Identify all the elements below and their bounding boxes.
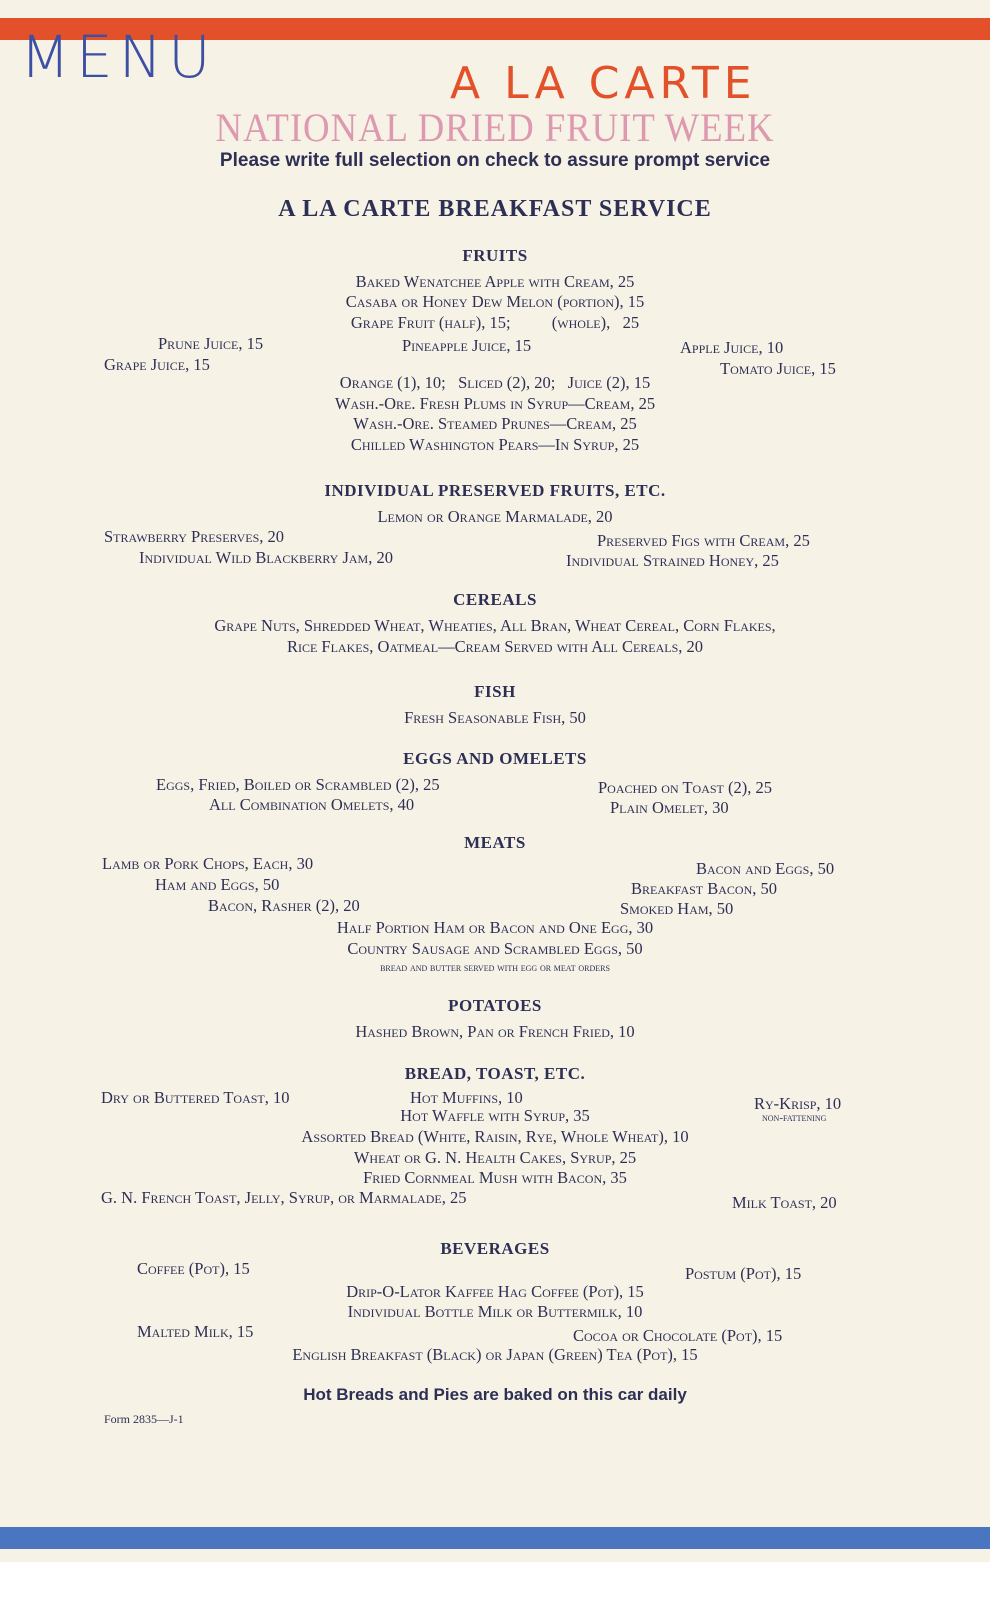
menu-item: Hot Muffins, 10 — [410, 1088, 523, 1107]
section-heading-meats: MEATS — [464, 833, 526, 852]
menu-item: Hot Waffle with Syrup, 35 — [400, 1106, 590, 1125]
menu-item: Strawberry Preserves, 20 — [104, 527, 284, 546]
section-heading-beverages: BEVERAGES — [440, 1239, 550, 1258]
menu-item: Baked Wenatchee Apple with Cream, 25 — [355, 272, 635, 291]
menu-item: Grape Nuts, Shredded Wheat, Wheaties, All Bran, Wheat Cereal, Corn Flakes, — [214, 616, 776, 635]
menu-item: Lemon or Orange Marmalade, 20 — [377, 507, 613, 526]
menu-item: Country Sausage and Scrambled Eggs, 50 — [347, 939, 643, 958]
section-heading-eggs: EGGS AND OMELETS — [403, 749, 587, 768]
menu-item: Bacon, Rasher (2), 20 — [208, 896, 360, 915]
menu-item: Plain Omelet, 30 — [610, 798, 729, 817]
menu-item: Ry-Krisp, 10 — [754, 1094, 842, 1113]
a-la-carte-title: A LA CARTE — [450, 58, 757, 109]
menu-item: Breakfast Bacon, 50 — [631, 879, 778, 898]
menu-item: Smoked Ham, 50 — [620, 899, 734, 918]
instruction-line: Please write full selection on check to assure prompt service — [219, 150, 771, 171]
menu-item: English Breakfast (Black) or Japan (Green) Tea (Pot), 15 — [292, 1345, 698, 1364]
menu-item: Dry or Buttered Toast, 10 — [101, 1088, 290, 1107]
menu-item: Bacon and Eggs, 50 — [696, 859, 835, 878]
menu-item: Grape Juice, 15 — [104, 355, 210, 374]
menu-item: Eggs, Fried, Boiled or Scrambled (2), 25 — [156, 775, 440, 794]
menu-item: Individual Strained Honey, 25 — [566, 551, 779, 570]
menu-item: Wash.-Ore. Fresh Plums in Syrup—Cream, 25 — [334, 394, 656, 413]
menu-item: Chilled Washington Pears—In Syrup, 25 — [350, 435, 640, 454]
menu-item: Orange (1), 10; Sliced (2), 20; Juice (2), 15 — [339, 373, 651, 392]
menu-item: Ham and Eggs, 50 — [155, 875, 280, 894]
menu-item: Hashed Brown, Pan or French Fried, 10 — [355, 1022, 635, 1041]
section-heading-potatoes: POTATOES — [448, 996, 542, 1015]
menu-item: Fried Cornmeal Mush with Bacon, 35 — [363, 1168, 627, 1187]
menu-item: Fresh Seasonable Fish, 50 — [404, 708, 586, 727]
menu-item: Individual Wild Blackberry Jam, 20 — [139, 548, 393, 567]
menu-item: Poached on Toast (2), 25 — [598, 778, 772, 797]
menu-item: Wheat or G. N. Health Cakes, Syrup, 25 — [353, 1148, 637, 1167]
bottom-blue-band — [0, 1527, 990, 1549]
service-title: A LA CARTE BREAKFAST SERVICE — [278, 196, 712, 222]
menu-item: Pineapple Juice, 15 — [402, 336, 532, 355]
menu-item: Tomato Juice, 15 — [720, 359, 836, 378]
section-heading-preserved: INDIVIDUAL PRESERVED FRUITS, ETC. — [324, 481, 666, 500]
menu-item: Lamb or Pork Chops, Each, 30 — [102, 854, 314, 873]
menu-item: Assorted Bread (White, Raisin, Rye, Whole Wheat), 10 — [301, 1127, 689, 1146]
form-number: Form 2835—J-1 — [104, 1412, 184, 1426]
menu-item: Casaba or Honey Dew Melon (portion), 15 — [345, 292, 645, 311]
menu-item: Grape Fruit (half), 15; (whole), 25 — [350, 313, 640, 332]
section-heading-fish: FISH — [474, 682, 516, 701]
meats-note: bread and butter served with egg or meat orders — [380, 962, 610, 974]
menu-title: MENU — [20, 23, 217, 91]
menu-item: G. N. French Toast, Jelly, Syrup, or Marmalade, 25 — [101, 1188, 467, 1207]
menu-item: Drip-O-Lator Kaffee Hag Coffee (Pot), 15 — [346, 1282, 644, 1301]
menu-item: Preserved Figs with Cream, 25 — [597, 531, 810, 550]
menu-item: Malted Milk, 15 — [137, 1322, 254, 1341]
baked-daily-line: Hot Breads and Pies are baked on this car daily — [303, 1385, 687, 1404]
menu-item: Coffee (Pot), 15 — [137, 1259, 250, 1278]
menu-item: Wash.-Ore. Steamed Prunes—Cream, 25 — [353, 414, 637, 433]
menu-item: All Combination Omelets, 40 — [209, 795, 415, 814]
menu-item: Postum (Pot), 15 — [685, 1264, 802, 1283]
menu-item: Prune Juice, 15 — [158, 334, 264, 353]
ry-krisp-note: non-fattening — [762, 1112, 827, 1124]
menu-item: Apple Juice, 10 — [680, 338, 784, 357]
section-heading-bread: BREAD, TOAST, ETC. — [404, 1064, 586, 1083]
stamp-national-dried-fruit-week: NATIONAL DRIED FRUIT WEEK — [215, 105, 775, 150]
menu-item: Rice Flakes, Oatmeal—Cream Served with All Cereals, 20 — [286, 637, 704, 656]
menu-item: Milk Toast, 20 — [732, 1193, 837, 1212]
menu-item: Half Portion Ham or Bacon and One Egg, 30 — [336, 918, 654, 937]
menu-item: Cocoa or Chocolate (Pot), 15 — [573, 1326, 783, 1345]
section-heading-fruits: FRUITS — [462, 246, 528, 265]
section-heading-cereals: CEREALS — [453, 590, 537, 609]
menu-item: Individual Bottle Milk or Buttermilk, 10 — [347, 1302, 643, 1321]
